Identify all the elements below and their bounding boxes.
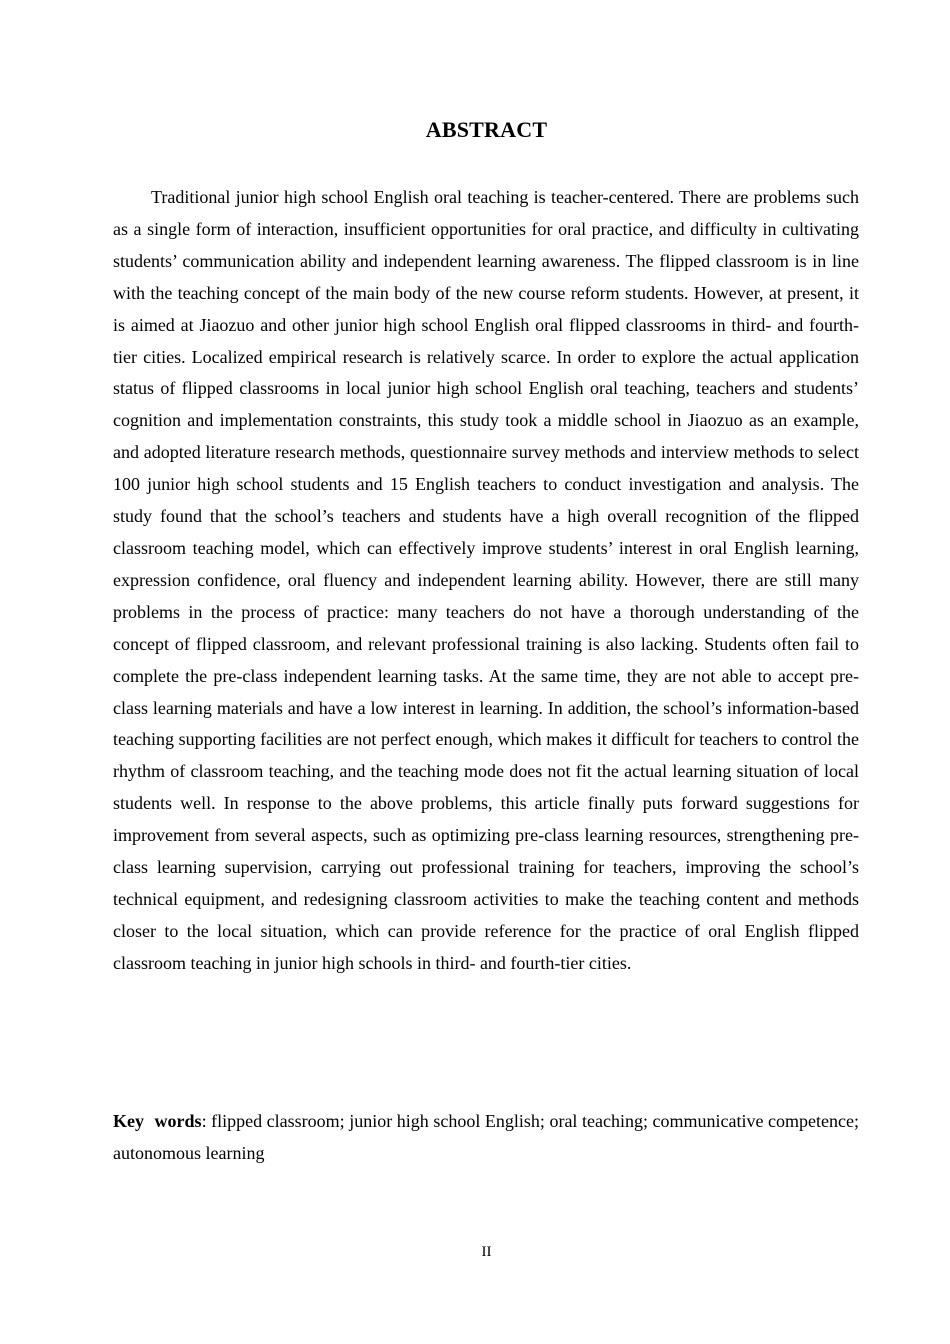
page-title: ABSTRACT — [425, 117, 548, 142]
keywords-list: flipped classroom; junior high school English; oral teaching; communicative competence; autonomous learning — [113, 1111, 859, 1163]
keywords-paragraph — [113, 1106, 859, 1170]
keywords-separator: : — [201, 1111, 207, 1131]
keywords-label: Key words — [113, 1111, 202, 1131]
abstract-paragraph: Traditional junior high school English oral teaching is teacher-centered. There are problems such as a single form of interaction, insufficient opportunities for oral practice, and difficulty in cultivating students’ communication ability and independent learning awareness. The flipped classroom is in line with the teaching concept of the main body of the new course reform students. However, at present, it is aimed at Jiaozuo and other junior high school English oral flipped classrooms in third- and fourth-tier cities. Localized empirical research is relatively scarce. In order to explore the actual application status of flipped classrooms in local junior high school English oral teaching, teachers and students’ cognition and implementation constraints, this study took a middle school in Jiaozuo as an example, and adopted literature research methods, questionnaire survey methods and interview methods to select 100 junior high school students and 15 English teachers to conduct investigation and analysis. The study found that the school’s teachers and students have a high overall recognition of the flipped classroom teaching model, which can effectively improve students’ interest in oral English learning, expression confidence, oral fluency and independent learning ability. However, there are still many problems in the process of practice: many teachers do not have a thorough understanding of the concept of flipped classroom, and relevant professional training is also lacking. Students often fail to complete the pre-class independent learning tasks. At the same time, they are not able to accept pre-class learning materials and have a low interest in learning. In addition, the school’s information-based teaching supporting facilities are not perfect enough, which makes it difficult for teachers to control the rhythm of classroom teaching, and the teaching mode does not fit the actual learning situation of local students well. In response to the above problems, this article finally puts forward suggestions for improvement from several aspects, such as optimizing pre-class learning resources, strengthening pre-class learning supervision, carrying out professional training for teachers, improving the school’s technical equipment, and redesigning classroom activities to make the teaching content and methods closer to the local situation, which can provide reference for the practice of oral English flipped classroom teaching in junior high schools in third- and fourth-tier cities. — [113, 187, 859, 973]
page-number: II — [481, 1244, 492, 1260]
